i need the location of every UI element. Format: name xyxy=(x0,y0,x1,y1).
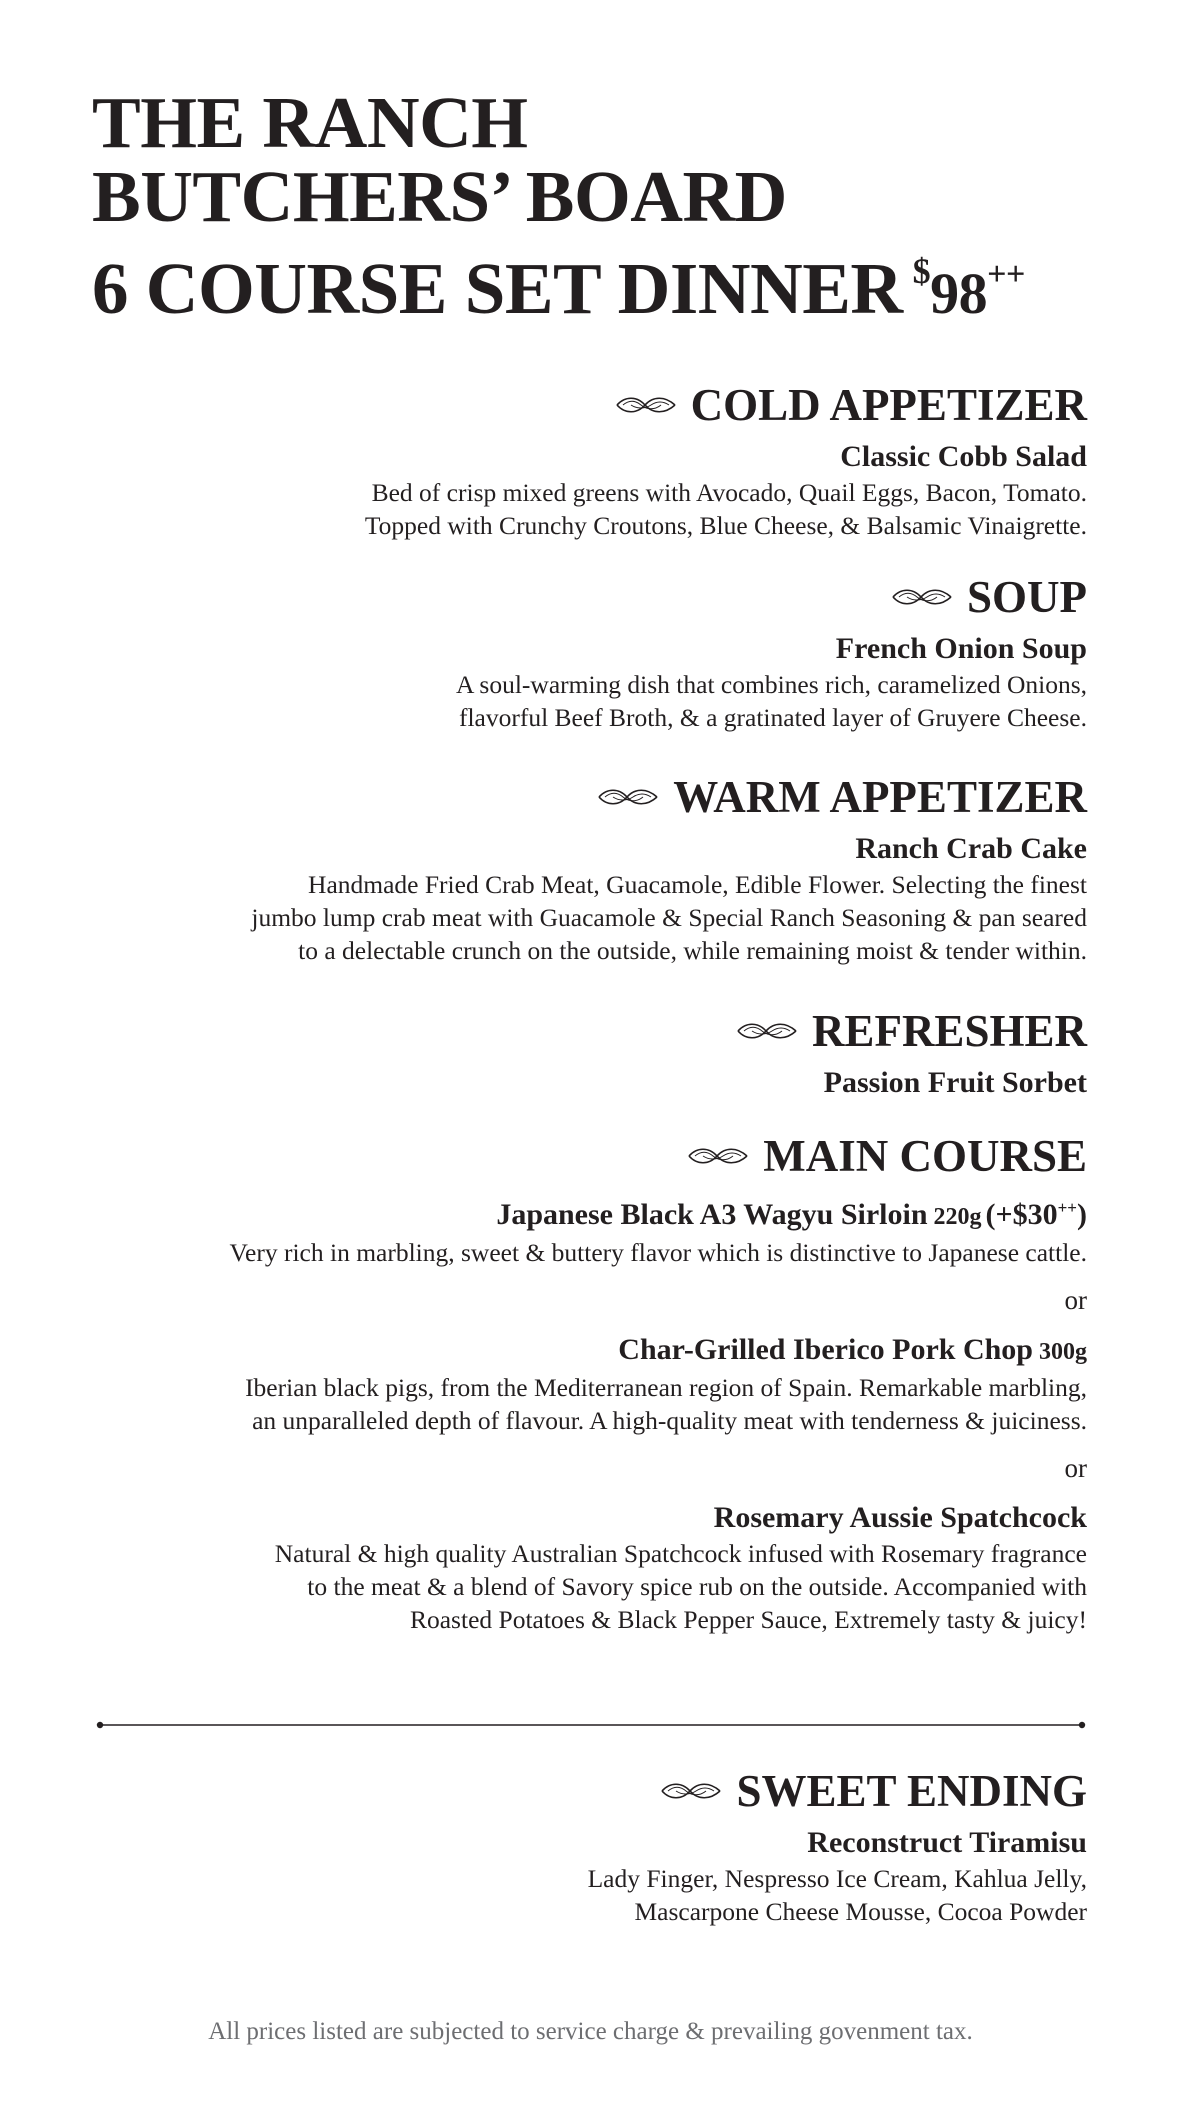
dish-name-pork xyxy=(87,1331,1087,1371)
title-line-3 xyxy=(92,234,1025,331)
flourish-icon xyxy=(891,586,953,608)
dish-name-text: Japanese Black A3 Wagyu Sirloin xyxy=(496,1198,928,1231)
flourish-icon xyxy=(615,394,677,416)
section-heading xyxy=(87,1766,1087,1816)
dish-name: Ranch Crab Cake xyxy=(855,832,1087,865)
dish-weight: 300g xyxy=(1039,1339,1087,1365)
title-line-2: BUTCHERS’ BOARD xyxy=(92,156,787,237)
dish-description-line: to the meat & a blend of Savory spice rub on the outside. Accompanied with xyxy=(307,1572,1087,1601)
dish-description-line: Iberian black pigs, from the Mediterranean region of Spain. Remarkable marbling, xyxy=(245,1373,1087,1402)
heading-text: WARM APPETIZER xyxy=(673,772,1087,822)
menu-title xyxy=(92,82,1025,331)
title-line-1: THE RANCH xyxy=(92,82,528,163)
section-cold-appetizer xyxy=(87,380,1087,542)
dish-name: Classic Cobb Salad xyxy=(840,440,1087,473)
dish-description-line: Bed of crisp mixed greens with Avocado, Quail Eggs, Bacon, Tomato. xyxy=(371,478,1087,507)
flourish-icon xyxy=(687,1145,749,1167)
section-heading xyxy=(87,572,1087,622)
section-sweet-ending xyxy=(87,1766,1087,1928)
dish-description-line: Natural & high quality Australian Spatchcock infused with Rosemary fragrance xyxy=(274,1539,1087,1568)
or-separator: or xyxy=(1064,1285,1087,1315)
dish-description-line: A soul-warming dish that combines rich, caramelized Onions, xyxy=(456,670,1087,699)
dish-name-text: Char-Grilled Iberico Pork Chop xyxy=(618,1333,1033,1366)
dish-description-line: an unparalleled depth of flavour. A high-quality meat with tenderness & juiciness. xyxy=(252,1406,1087,1435)
heading-text: MAIN COURSE xyxy=(763,1131,1087,1181)
title-line-3-text: 6 COURSE SET DINNER xyxy=(92,248,903,329)
section-heading xyxy=(87,380,1087,430)
dish-description-line: Mascarpone Cheese Mousse, Cocoa Powder xyxy=(634,1897,1087,1926)
flourish-icon xyxy=(597,786,659,808)
dish-description-line: Roasted Potatoes & Black Pepper Sauce, Extremely tasty & juicy! xyxy=(409,1605,1087,1634)
dish-name: Reconstruct Tiramisu xyxy=(807,1826,1087,1859)
section-warm-appetizer xyxy=(87,772,1087,967)
section-heading xyxy=(87,1006,1087,1056)
dish-name-wagyu xyxy=(87,1189,1087,1236)
section-main-course xyxy=(87,1131,1087,1636)
addon-close: ) xyxy=(1077,1198,1087,1231)
heading-text: COLD APPETIZER xyxy=(690,380,1087,430)
dish-addon-price xyxy=(986,1198,1087,1231)
dish-name-spatchcock: Rosemary Aussie Spatchcock xyxy=(713,1501,1087,1534)
dish-name: French Onion Soup xyxy=(835,632,1087,665)
dish-description-line: Handmade Fried Crab Meat, Guacamole, Edible Flower. Selecting the finest xyxy=(308,870,1087,899)
heading-text: SWEET ENDING xyxy=(736,1766,1087,1816)
footer-note: All prices listed are subjected to service charge & prevailing govenment tax. xyxy=(208,2018,973,2045)
flourish-icon xyxy=(660,1780,722,1802)
or-separator: or xyxy=(1064,1453,1087,1483)
flourish-icon xyxy=(736,1020,798,1042)
section-heading xyxy=(87,772,1087,822)
price-suffix: ++ xyxy=(987,256,1025,293)
dish-description-line: Topped with Crunchy Croutons, Blue Cheese, & Balsamic Vinaigrette. xyxy=(364,511,1087,540)
section-refresher xyxy=(87,1006,1087,1102)
dish-description-line: Lady Finger, Nespresso Ice Cream, Kahlua Jelly, xyxy=(587,1864,1087,1893)
dish-description-line: Very rich in marbling, sweet & buttery flavor which is distinctive to Japanese cattle. xyxy=(229,1238,1087,1267)
divider-line xyxy=(96,1720,1086,1730)
dish-name: Passion Fruit Sorbet xyxy=(823,1066,1087,1099)
set-price xyxy=(903,248,1025,329)
section-soup xyxy=(87,572,1087,734)
price-amount: 98 xyxy=(930,261,988,326)
heading-text: SOUP xyxy=(966,572,1087,622)
heading-text: REFRESHER xyxy=(811,1006,1087,1056)
price-currency: $ xyxy=(912,251,931,291)
section-heading xyxy=(87,1131,1087,1181)
dish-description-line: jumbo lump crab meat with Guacamole & Special Ranch Seasoning & pan seared xyxy=(251,903,1087,932)
dish-weight: 220g xyxy=(933,1204,982,1230)
addon-suffix: ++ xyxy=(1057,1198,1077,1217)
dish-description-line: to a delectable crunch on the outside, while remaining moist & tender within. xyxy=(298,936,1087,965)
addon-amount: (+$30 xyxy=(985,1198,1058,1231)
dish-description-line: flavorful Beef Broth, & a gratinated layer of Gruyere Cheese. xyxy=(458,703,1087,732)
